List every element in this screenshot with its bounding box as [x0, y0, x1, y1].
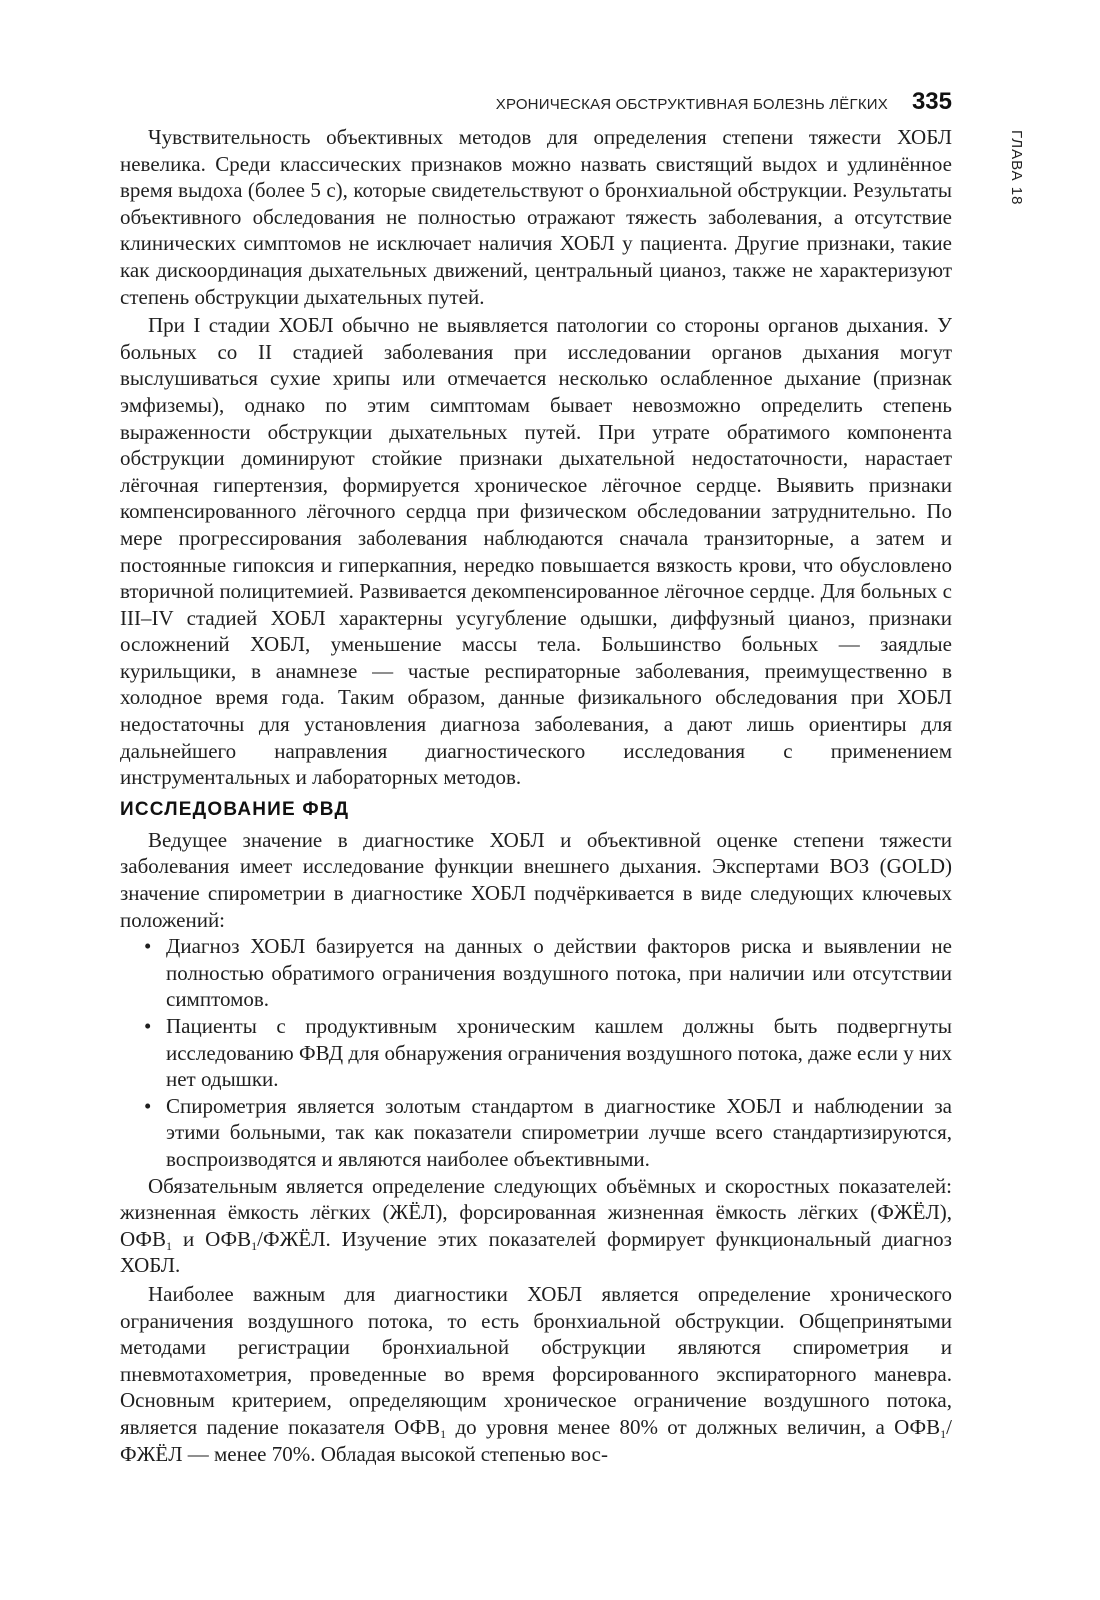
key-points-list [120, 933, 952, 1172]
list-item-text: Пациенты с продуктивным хроническим кашлем должны быть подвергнуты исследованию ФВД для обнаружения ограничения воздушного потока, даже если у них нет одышки. [166, 1014, 952, 1092]
text-run: Наиболее важным для диагностики ХОБЛ является определение хронического ограничения воздушного потока, то есть бронхиальной обструкции. Общепринятыми методами регистрации бронхиальной обструкции являются спирометрия и пневмотахометрия, проведенные во время форсированного экспираторного маневра. Основным критерием, определяющим хроническое ограничение воздушного потока, является падение показателя ОФВ [120, 1281, 952, 1439]
paragraph-obstruction [120, 1281, 952, 1467]
text-run: /ФЖЁЛ — менее 70%. Обладая высокой степенью вос- [120, 1414, 952, 1466]
text-run: Обязательным является определение следующих объёмных и скоростных показателей: жизненная ёмкость лёгких (ЖЁЛ), форсированная жизненная ёмкость лёгких (ФЖЁЛ), ОФВ [120, 1173, 952, 1251]
subscript: 1 [166, 1238, 173, 1253]
running-title: ХРОНИЧЕСКАЯ ОБСТРУКТИВНАЯ БОЛЕЗНЬ ЛЁГКИХ [495, 96, 888, 113]
list-item [120, 1093, 952, 1173]
section-heading: ИССЛЕДОВАНИЕ ФВД [120, 798, 350, 820]
list-item [120, 933, 952, 1013]
running-head [120, 88, 952, 116]
subscript: 1 [251, 1238, 258, 1253]
main-text [120, 124, 952, 1467]
bullet-icon: • [144, 1014, 152, 1038]
list-item-text: Спирометрия является золотым стандартом в диагностике ХОБЛ и наблюдении за этими больными, так как показатели спирометрии лучше всего стандартизируются, воспроизводятся и являются наиболее объективными. [166, 1093, 952, 1171]
bullet-icon: • [144, 1093, 152, 1118]
paragraph-indicators [120, 1173, 952, 1279]
chapter-side-tab: ГЛАВА 18 [1008, 130, 1025, 206]
text-run: и ОФВ [172, 1226, 252, 1251]
text-run: /ФЖЁЛ. Изучение этих показателей формирует функциональный диагноз ХОБЛ. [120, 1226, 952, 1278]
text-run: до уровня менее 80% от должных величин, а ОФВ [446, 1414, 941, 1439]
list-item [120, 1013, 952, 1093]
paragraph-stages: При I стадии ХОБЛ обычно не выявляется патологии со стороны органов дыхания. У больных со II стадией заболевания при исследовании органов дыхания могут выслушиваться сухие хрипы или отмечается несколько ослабленное дыхание (признак эмфиземы), однако по этим симптомам бывает невозможно определить степень выраженности обструкции дыхательных путей. При утрате обратимого компонента обструкции доминируют стойкие признаки дыхательной недостаточности, нарастает лёгочная гипертензия, формируется хроническое лёгочное сердце. Выявить признаки компенсированного лёгочного сердца при физическом обследовании затруднительно. По мере прогрессирования заболевания наблюдаются сначала транзиторные, а затем и постоянные гипоксия и гиперкапния, нередко повышается вязкость крови, что обусловлено вторичной полицитемией. Развивается декомпенсированное лёгочное сердце. Для больных с III–IV стадией ХОБЛ характерны усугубление одышки, диффузный цианоз, признаки осложнений ХОБЛ, уменьшение массы тела. Большинство больных — заядлые курильщики, в анамнезе — частые респираторные заболевания, преимущественно в холодное время года. Таким образом, данные физикального обследования при ХОБЛ недостаточны для установления диагноза заболевания, а дают лишь ориентиры для дальнейшего направления диагностического исследования с применением инструментальных и лабораторных методов. [120, 313, 952, 790]
paragraph-fvd-intro: Ведущее значение в диагностике ХОБЛ и объективной оценке степени тяжести заболевания имеет исследование функции внешнего дыхания. Экспертами ВОЗ (GOLD) значение спирометрии в диагностике ХОБЛ подчёркивается в виде следующих ключевых положений: [120, 827, 952, 932]
page-number: 335 [911, 88, 952, 115]
paragraph-objective-methods: Чувствительность объективных методов для определения степени тяжести ХОБЛ невелика. Среди классических признаков можно назвать свистящий выдох и удлинённое время выдоха (более 5 с), которые свидетельствуют о бронхиальной обструкции. Результаты объективного обследования не полностью отражают тяжесть заболевания, а отсутствие клинических симптомов не исключает наличия ХОБЛ у пациента. Другие признаки, такие как дискоординация дыхательных движений, центральный цианоз, также не характеризуют степень обструкции дыхательных путей. [120, 125, 952, 309]
subscript: 1 [440, 1426, 447, 1441]
list-item-text: Диагноз ХОБЛ базируется на данных о действии факторов риска и выявлении не полностью обратимого ограничения воздушного потока, при наличии или отсутствии симптомов. [166, 934, 952, 1012]
bullet-icon: • [144, 934, 152, 959]
subscript: 1 [940, 1426, 947, 1441]
